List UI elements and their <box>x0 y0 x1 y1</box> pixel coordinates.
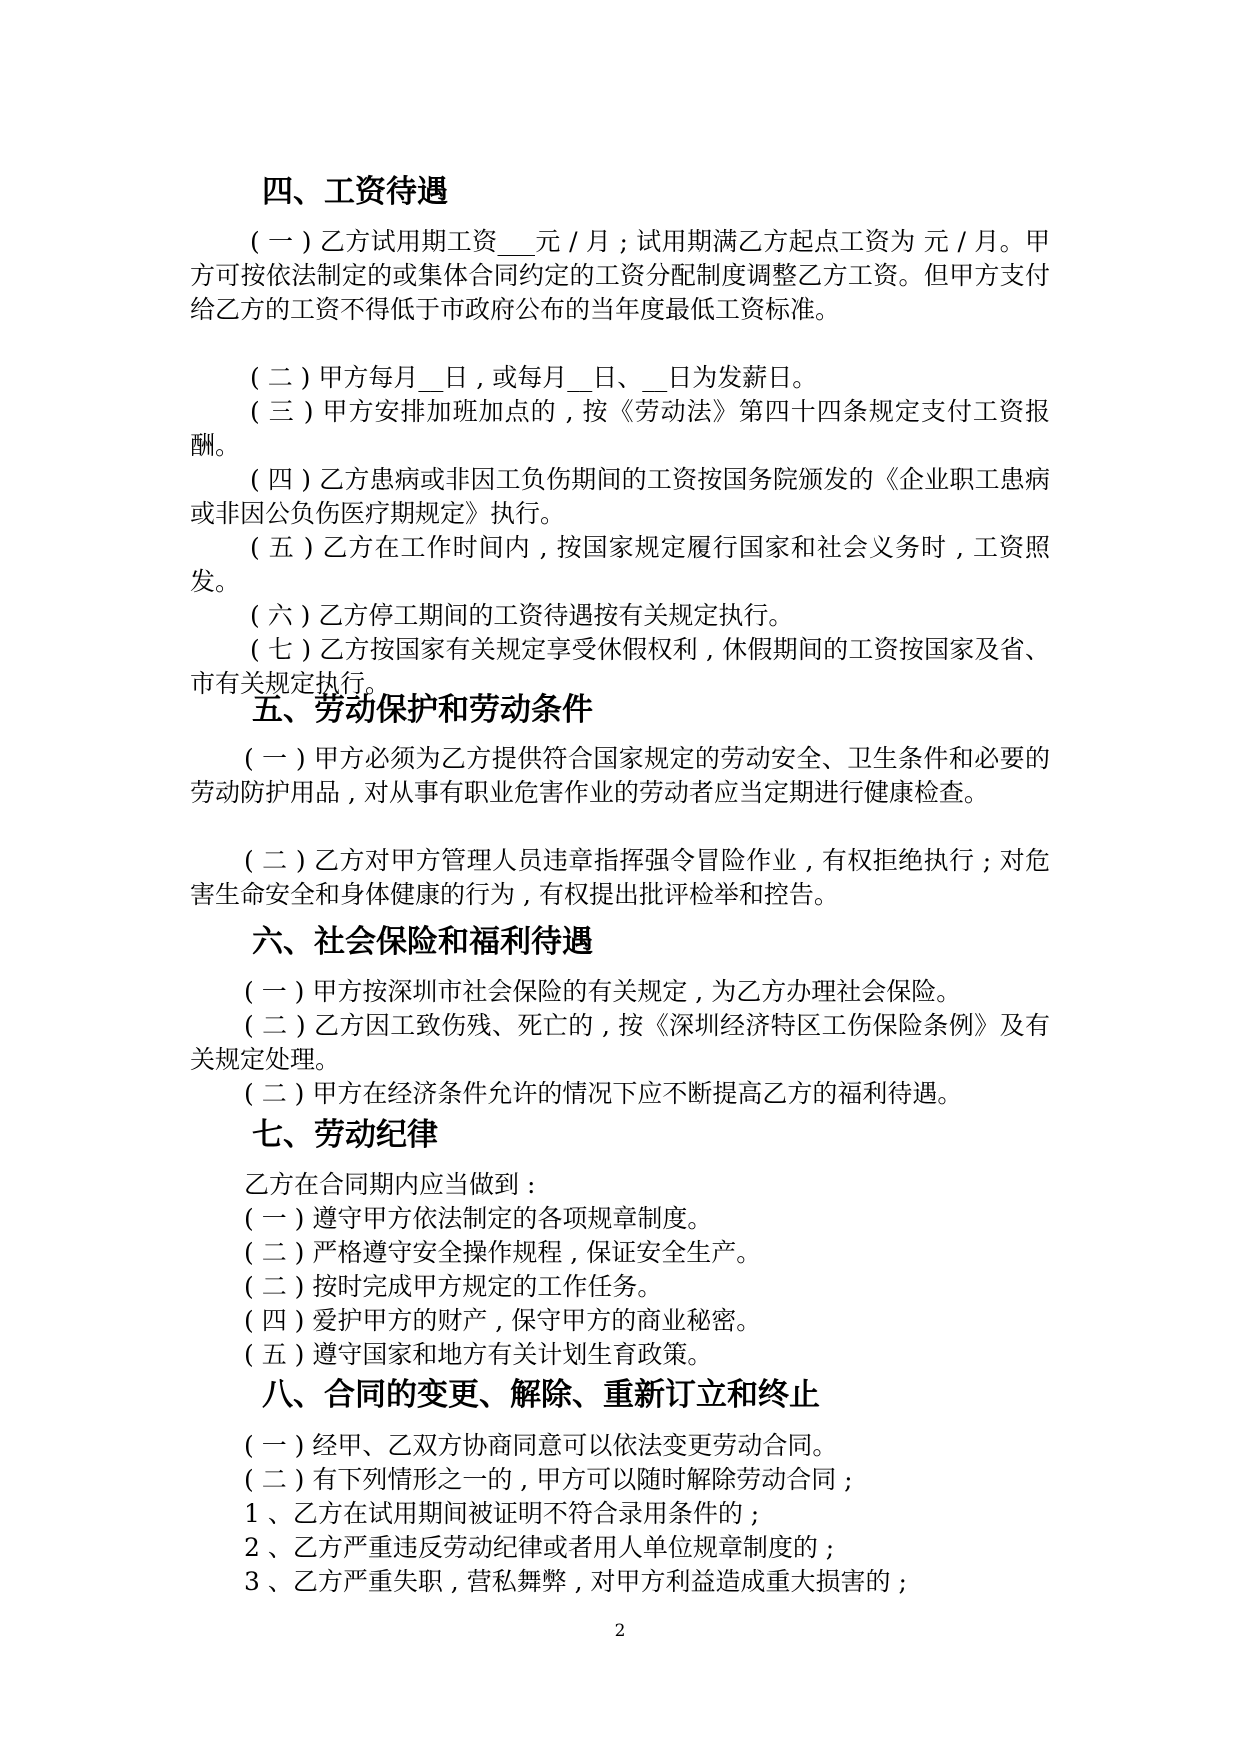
clause-4-1: ( 一 ) 乙方试用期工资___元 / 月 ; 试用期满乙方起点工资为 元 / 月。甲方可按依法制定的或集体合同约定的工资分配制度调整乙方工资。但甲方支付给乙方的工资不得低于市政府公布的当年度最低工资标准。 <box>190 227 1050 324</box>
clause-6-3: ( 二 ) 甲方在经济条件允许的情况下应不断提高乙方的福利待遇。 <box>244 1079 963 1108</box>
termination-item-2: ( 二 ) 有下列情形之一的 , 甲方可以随时解除劳动合同 ; <box>244 1465 853 1494</box>
clause-4-6: ( 六 ) 乙方停工期间的工资待遇按有关规定执行。 <box>250 601 794 630</box>
section-heading-4: 四、工资待遇 <box>262 174 448 210</box>
discipline-item-2: ( 二 ) 严格遵守安全操作规程 , 保证安全生产。 <box>244 1238 762 1267</box>
clause-5-1: ( 一 ) 甲方必须为乙方提供符合国家规定的劳动安全、卫生条件和必要的劳动防护用品 , 对从事有职业危害作业的劳动者应当定期进行健康检查。 <box>190 744 1050 807</box>
section-heading-6: 六、社会保险和福利待遇 <box>252 924 593 960</box>
clause-6-2: ( 二 ) 乙方因工致伤残、死亡的 , 按《深圳经济特区工伤保险条例》及有关规定处理。 <box>190 1011 1050 1074</box>
termination-subitem-1: 1 、乙方在试用期间被证明不符合录用条件的 ; <box>244 1499 760 1528</box>
discipline-intro: 乙方在合同期内应当做到 : <box>244 1170 536 1199</box>
discipline-item-4: ( 四 ) 爱护甲方的财产 , 保守甲方的商业秘密。 <box>244 1306 762 1335</box>
discipline-item-1: ( 一 ) 遵守甲方依法制定的各项规章制度。 <box>244 1204 713 1233</box>
clause-4-4: ( 四 ) 乙方患病或非因工负伤期间的工资按国务院颁发的《企业职工患病或非因公负伤医疗期规定》执行。 <box>190 465 1050 528</box>
termination-subitem-2: 2 、乙方严重违反劳动纪律或者用人单位规章制度的 ; <box>244 1533 835 1562</box>
clause-4-7: ( 七 ) 乙方按国家有关规定享受休假权利 , 休假期间的工资按国家及省、市有关规定执行。 <box>190 635 1050 698</box>
clause-4-2: ( 二 ) 甲方每月__日 , 或每月__日、__日为发薪日。 <box>250 363 818 392</box>
termination-item-1: ( 一 ) 经甲、乙双方协商同意可以依法变更劳动合同。 <box>244 1431 838 1460</box>
termination-subitem-3: 3 、乙方严重失职 , 营私舞弊 , 对甲方利益造成重大损害的 ; <box>244 1567 907 1596</box>
section-heading-8: 八、合同的变更、解除、重新订立和终止 <box>262 1377 820 1413</box>
clause-5-2: ( 二 ) 乙方对甲方管理人员违章指挥强令冒险作业 , 有权拒绝执行 ; 对危害生命安全和身体健康的行为 , 有权提出批评检举和控告。 <box>190 846 1050 909</box>
clause-4-5: ( 五 ) 乙方在工作时间内 , 按国家规定履行国家和社会义务时 , 工资照发。 <box>190 533 1050 596</box>
section-heading-7: 七、劳动纪律 <box>252 1117 438 1153</box>
clause-6-1: ( 一 ) 甲方按深圳市社会保险的有关规定 , 为乙方办理社会保险。 <box>244 977 962 1006</box>
page-number: 2 <box>614 1621 626 1641</box>
discipline-item-3: ( 二 ) 按时完成甲方规定的工作任务。 <box>244 1272 663 1301</box>
clause-4-3: ( 三 ) 甲方安排加班加点的 , 按《劳动法》第四十四条规定支付工资报酬。 <box>190 397 1050 460</box>
discipline-item-5: ( 五 ) 遵守国家和地方有关计划生育政策。 <box>244 1340 713 1369</box>
section-heading-5: 五、劳动保护和劳动条件 <box>252 692 593 728</box>
